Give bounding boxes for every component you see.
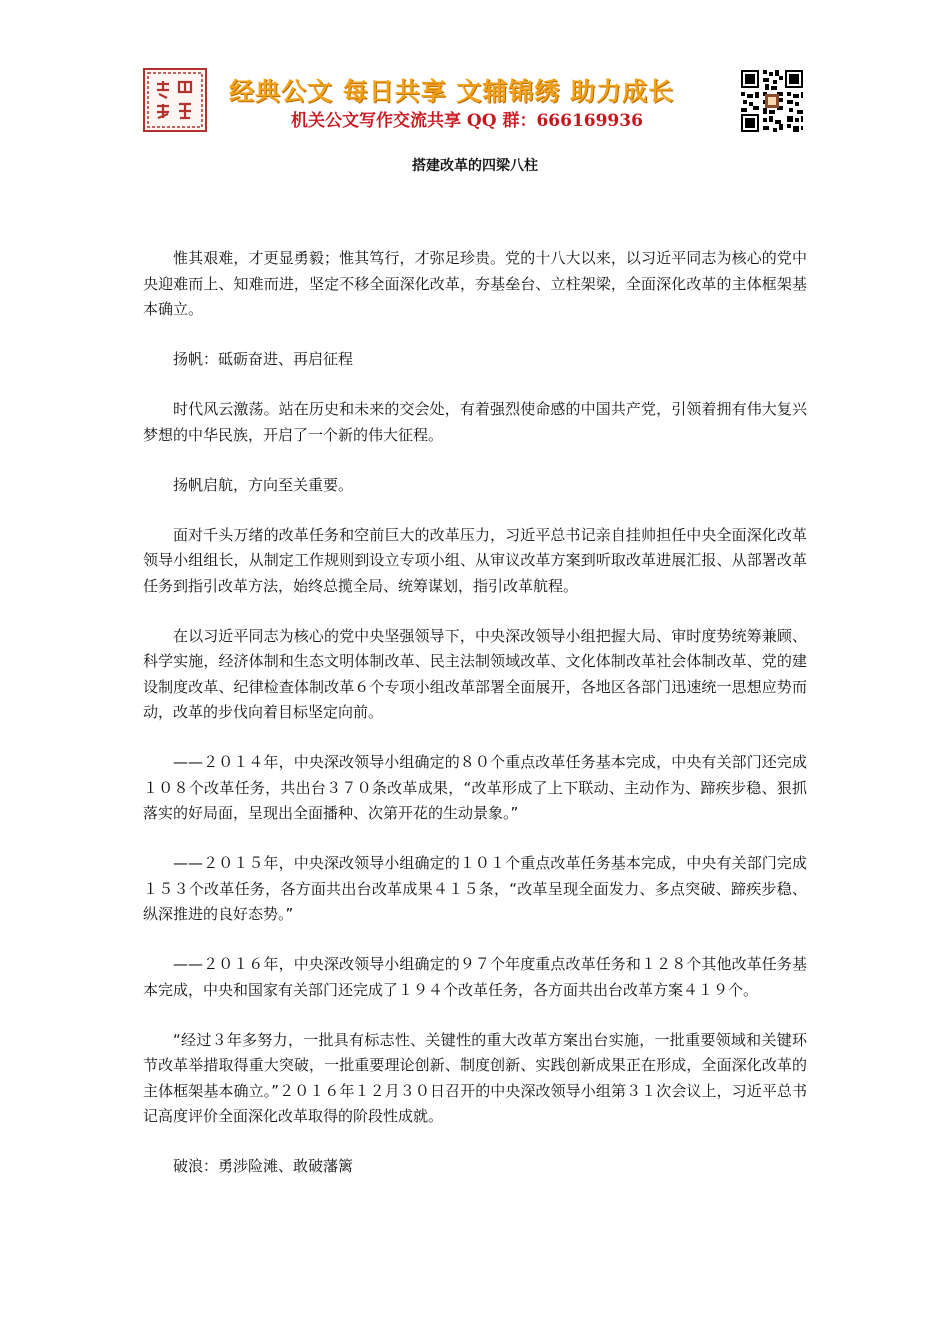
paragraph: 在以习近平同志为核心的党中央坚强领导下，中央深改领导小组把握大局、审时度势统筹兼顾、科学实施，经济体制和生态文明体制改革、民主法制领域改革、文化体制改革社会体制改革、党的建设制度改革、纪律检查体制改革６个专项小组改革部署全面展开，各地区各部门迅速统一思想应势而动，改革的步伐向着目标坚定向前。 (143, 626, 807, 721)
header-slogan: 经典公文 每日共享 文辅锦绣 助力成长 (229, 77, 675, 106)
paragraph: 扬帆启航，方向至关重要。 (173, 475, 354, 494)
page-header (143, 68, 807, 138)
seal-logo (143, 68, 207, 132)
section-heading: 扬帆：砥砺奋进、再启征程 (173, 350, 354, 368)
qq-group-text: 机关公文写作交流共享 QQ 群：666169936 (291, 111, 643, 131)
seal-logo-graphic (145, 70, 205, 130)
paragraph: “经过３年多努力，一批具有标志性、关键性的重大改革方案出台实施，一批重要领域和关键环节改革举措取得重大突破，一批重要理论创新、制度创新、实践创新成果正在形成，全面深化改革的主体框架基本确立。”２０１６年１２月３０日召开的中央深改领导小组第３１次会议上，习近平总书记高度评价全面深化改革取得的阶段性成就。 (143, 1030, 807, 1125)
paragraph: ——２０１６年，中央深改领导小组确定的９７个年度重点改革任务和１２８个其他改革任务基本完成，中央和国家有关部门还完成了１９４个改革任务，各方面共出台改革方案４１９个。 (143, 955, 807, 999)
qr-code-icon (739, 68, 805, 134)
paragraph: 时代风云激荡。站在历史和未来的交会处，有着强烈使命感的中国共产党，引领着拥有伟大复兴梦想的中华民族，开启了一个新的伟大征程。 (143, 400, 807, 444)
paragraph: ——２０１５年，中央深改领导小组确定的１０１个重点改革任务基本完成，中央有关部门完成１５３个改革任务，各方面共出台改革成果４１５条，“改革呈现全面发力、多点突破、蹄疾步稳、纵深推进的良好态势。” (143, 854, 807, 923)
section-heading: 破浪：勇涉险滩、敢破藩篱 (173, 1157, 354, 1175)
paragraph: 惟其艰难，才更显勇毅；惟其笃行，才弥足珍贵。党的十八大以来，以习近平同志为核心的党中央迎难而上、知难而进，坚定不移全面深化改革，夯基垒台、立柱架梁，全面深化改革的主体框架基本确立。 (143, 249, 807, 318)
paragraph: ——２０１４年，中央深改领导小组确定的８０个重点改革任务基本完成，中央有关部门还完成１０８个改革任务，共出台３７０条改革成果，“改革形成了上下联动、主动作为、蹄疾步稳、狠抓落实的好局面，呈现出全面播种、次第开花的生动景象。” (143, 753, 807, 822)
paragraph: 面对千头万绪的改革任务和空前巨大的改革压力，习近平总书记亲自挂帅担任中央全面深化改革领导小组组长，从制定工作规则到设立专项小组、从审议改革方案到听取改革进展汇报、从部署改革任务到指引改革方法，始终总揽全局、统筹谋划，指引改革航程。 (143, 525, 807, 595)
document-body (143, 246, 807, 1204)
document-title: 搭建改革的四梁八柱 (412, 158, 538, 174)
